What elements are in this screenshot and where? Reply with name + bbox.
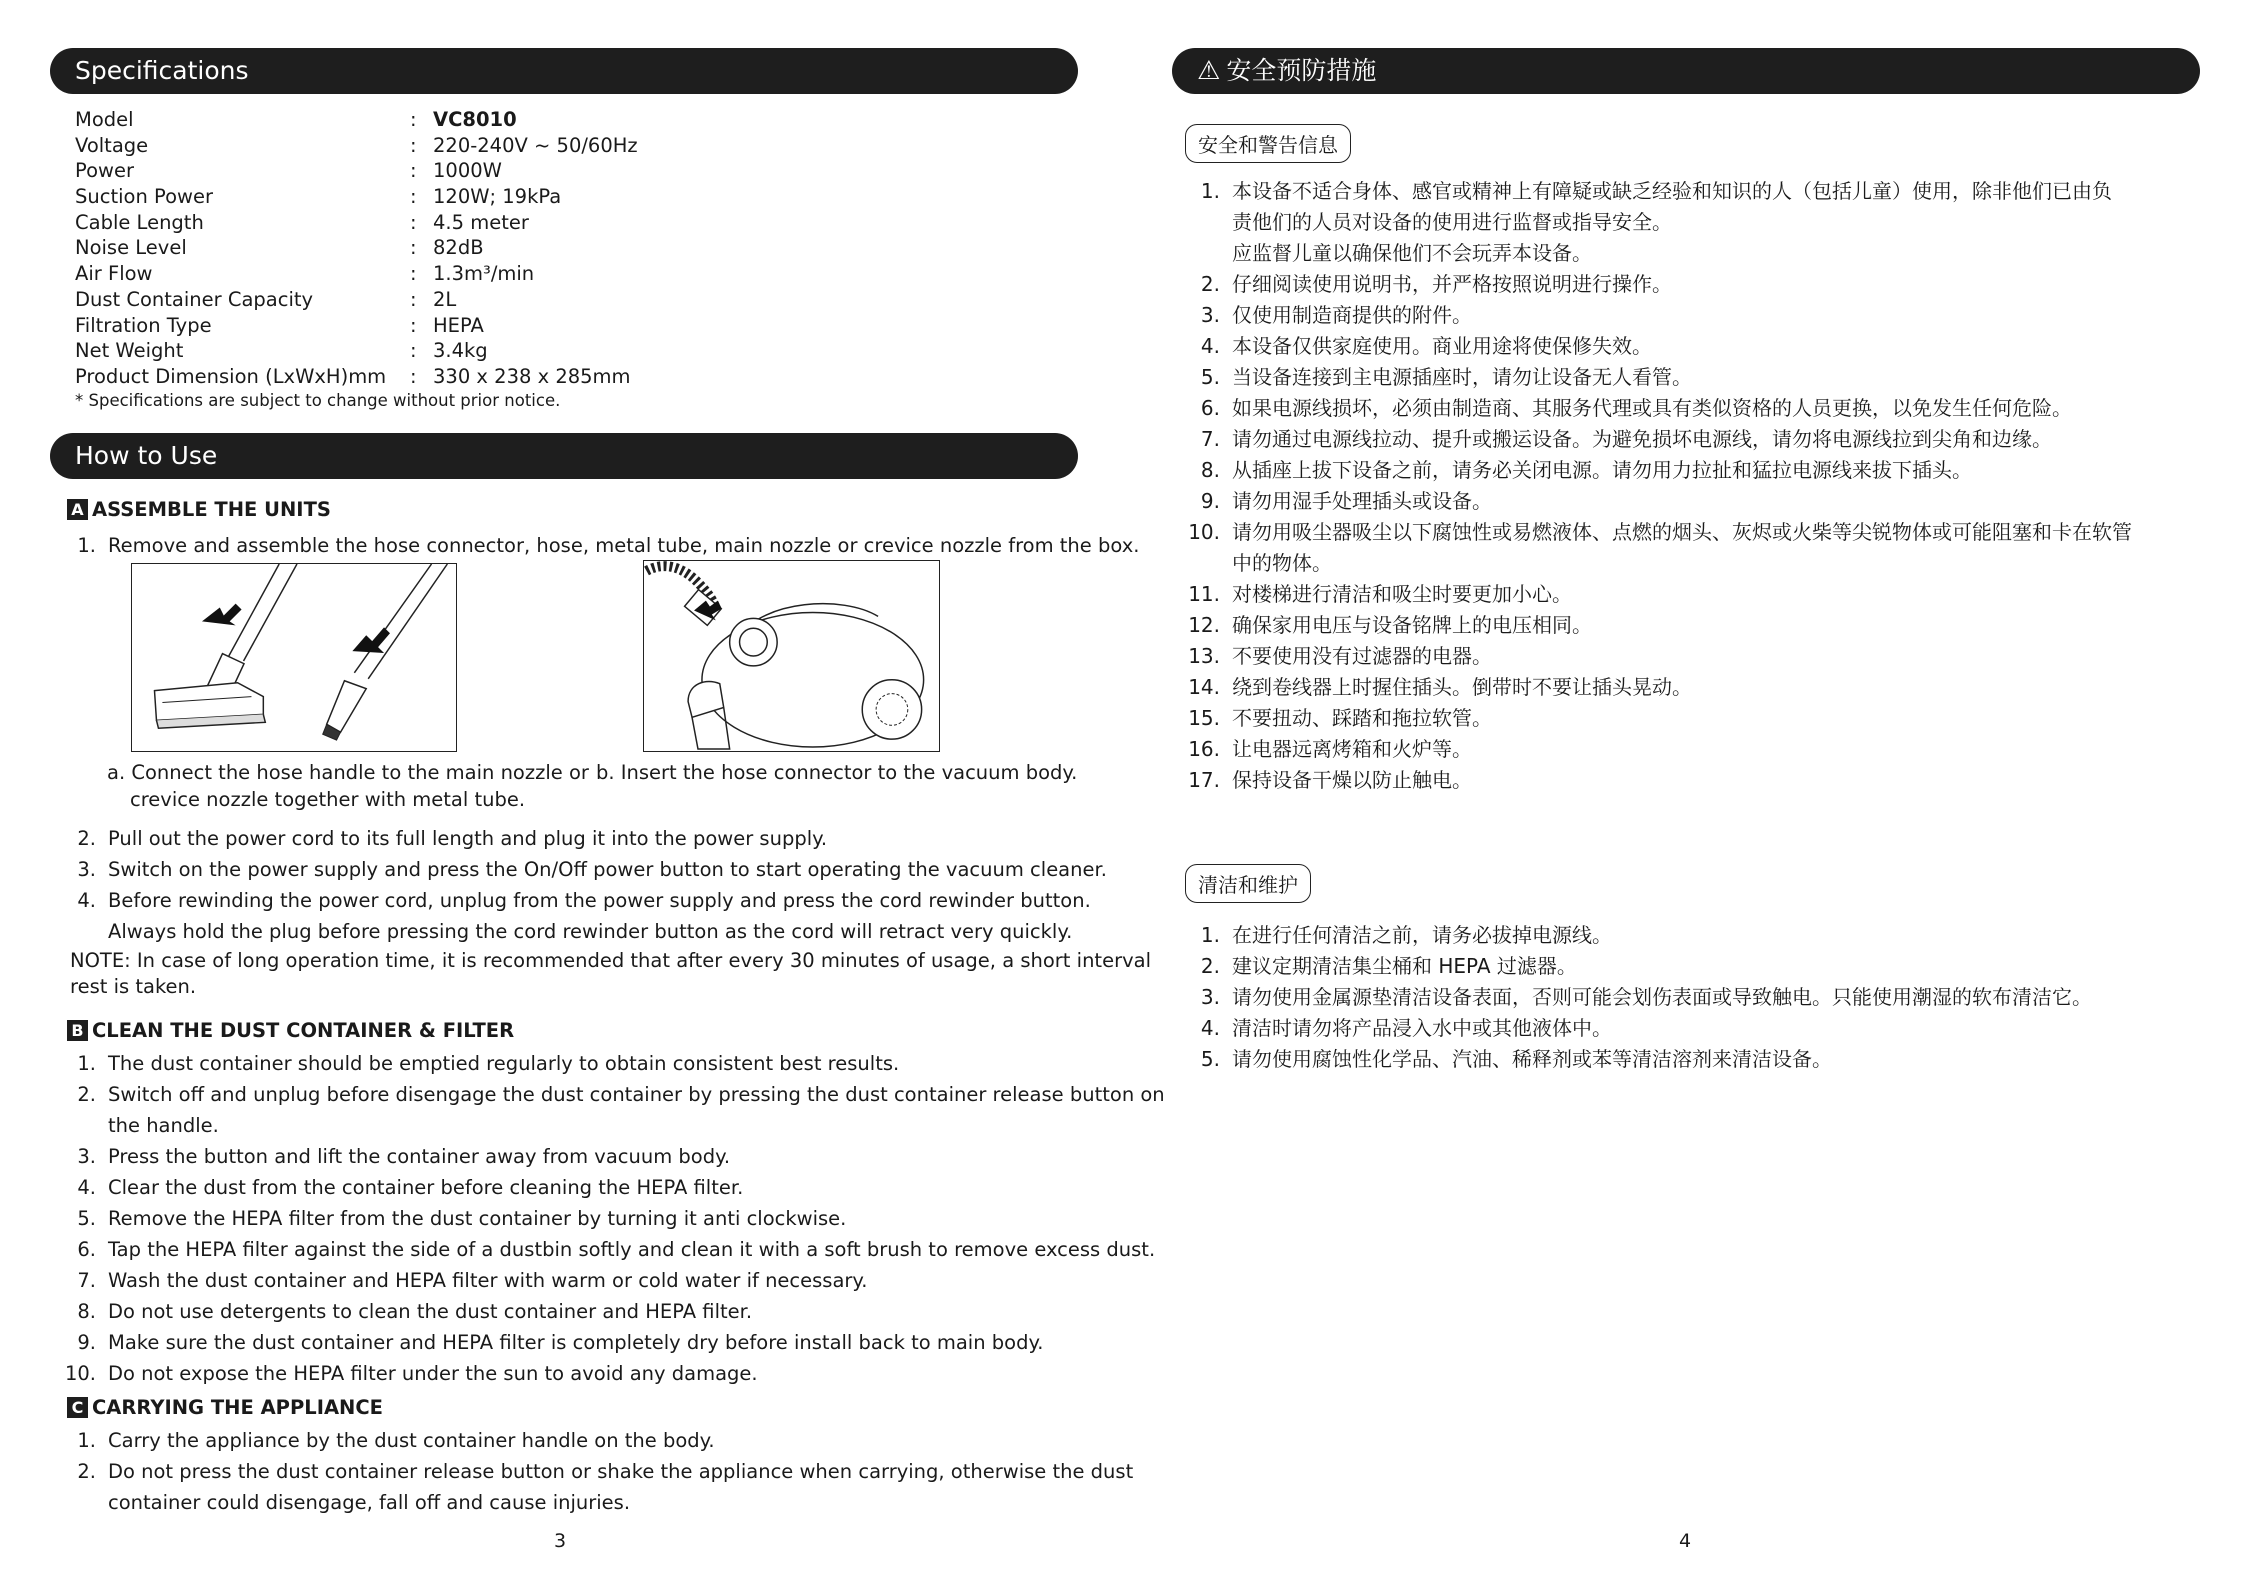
list-item-text: 中的物体。 bbox=[1232, 551, 1332, 575]
list-item-text: 本设备仅供家庭使用。商业用途将使保修失效。 bbox=[1232, 334, 1652, 358]
spec-label: Suction Power bbox=[75, 185, 213, 209]
list-item bbox=[1122, 548, 2132, 579]
specifications-table bbox=[75, 107, 638, 390]
list-item-number: 2. bbox=[77, 827, 96, 850]
list-item-text: 请勿使用腐蚀性化学品、汽油、稀释剂或苯等清洁溶剂来清洁设备。 bbox=[1232, 1047, 1832, 1071]
spec-row bbox=[75, 210, 638, 236]
list-item-text: 从插座上拔下设备之前，请务必关闭电源。请勿用力拉扯和猛拉电源线来拔下插头。 bbox=[1232, 458, 1972, 482]
list-item-number: 5. bbox=[1200, 365, 1220, 389]
specifications-title: Specifications bbox=[75, 56, 249, 85]
list-item-text: 仔细阅读使用说明书，并严格按照说明进行操作。 bbox=[1232, 272, 1672, 296]
page-number-right: 4 bbox=[1679, 1530, 1692, 1552]
list-item bbox=[1122, 300, 2132, 331]
list-item-number: 3. bbox=[1200, 303, 1220, 327]
caption-b: b. Insert the hose connector to the vacuum body. bbox=[596, 761, 1078, 784]
how-to-use-header bbox=[50, 433, 1078, 479]
list-item bbox=[1122, 362, 2132, 393]
list-item bbox=[1122, 1013, 2092, 1044]
note-line1: NOTE: In case of long operation time, it is recommended that after every 30 minutes of usage, a short interval bbox=[70, 949, 1151, 972]
list-item-text: Press the button and lift the container away from vacuum body. bbox=[108, 1145, 731, 1168]
list-item bbox=[1122, 331, 2132, 362]
list-item-number: 4. bbox=[77, 1176, 96, 1199]
list-item-number: 11. bbox=[1188, 582, 1220, 606]
spec-value: 1.3m³/min bbox=[433, 262, 535, 286]
list-item-text: 仅使用制造商提供的附件。 bbox=[1232, 303, 1472, 327]
safety-precautions-title: 安全预防措施 bbox=[1226, 56, 1377, 85]
list-item-text: The dust container should be emptied regularly to obtain consistent best results. bbox=[108, 1052, 900, 1075]
list-item-number: 15. bbox=[1188, 706, 1220, 730]
list-item-number: 4. bbox=[1200, 334, 1220, 358]
safety-list bbox=[1122, 176, 2132, 796]
list-item-text: Remove and assemble the hose connector, hose, metal tube, main nozzle or crevice nozzle from the box. bbox=[108, 534, 1140, 557]
list-item-number: 16. bbox=[1188, 737, 1220, 761]
spec-row bbox=[75, 261, 638, 287]
spec-value: VC8010 bbox=[433, 108, 517, 131]
list-item-number: 17. bbox=[1188, 768, 1220, 792]
list-item-number: 8. bbox=[1200, 458, 1220, 482]
list-item-number: 1. bbox=[1200, 179, 1220, 203]
section-c-letter: C bbox=[67, 1397, 88, 1418]
list-item bbox=[0, 916, 1107, 947]
section-b-heading bbox=[67, 1019, 514, 1042]
list-item-number: 3. bbox=[77, 1145, 96, 1168]
list-item bbox=[1122, 641, 2132, 672]
list-item-text: 责他们的人员对设备的使用进行监督或指导安全。 bbox=[1232, 210, 1672, 234]
list-item bbox=[1122, 765, 2132, 796]
spec-row bbox=[75, 158, 638, 184]
list-item bbox=[1122, 393, 2132, 424]
section-c-list bbox=[0, 1425, 1133, 1518]
list-item bbox=[1122, 920, 2092, 951]
spec-row bbox=[75, 107, 638, 133]
spec-label: Model bbox=[75, 108, 134, 131]
list-item bbox=[0, 1487, 1133, 1518]
spec-colon: : bbox=[410, 185, 417, 209]
section-a-list bbox=[0, 823, 1107, 947]
section-b-title: CLEAN THE DUST CONTAINER & FILTER bbox=[92, 1019, 515, 1042]
spec-colon: : bbox=[410, 210, 417, 234]
list-item-text: 在进行任何清洁之前，请务必拔掉电源线。 bbox=[1232, 923, 1612, 947]
list-item-number: 9. bbox=[77, 1331, 96, 1354]
list-item-text: Do not press the dust container release button or shake the appliance when carrying, otherwise the dust bbox=[108, 1460, 1134, 1483]
section-a-letter: A bbox=[67, 499, 88, 520]
spec-colon: : bbox=[410, 313, 417, 337]
specifications-note: * Specifications are subject to change without prior notice. bbox=[75, 391, 561, 410]
spec-label: Dust Container Capacity bbox=[75, 287, 314, 311]
spec-colon: : bbox=[410, 236, 417, 260]
spec-value: HEPA bbox=[433, 313, 484, 337]
cleaning-heading: 清洁和维护 bbox=[1185, 864, 1311, 903]
spec-label: Voltage bbox=[75, 133, 149, 157]
list-item-number: 7. bbox=[1200, 427, 1220, 451]
spec-label: Noise Level bbox=[75, 236, 187, 260]
list-item bbox=[0, 1048, 1165, 1079]
list-item-text: 请勿通过电源线拉动、提升或搬运设备。为避免损坏电源线，请勿将电源线拉到尖角和边缘。 bbox=[1232, 427, 2052, 451]
spec-label: Product Dimension (LxWxH)mm bbox=[75, 364, 387, 388]
list-item bbox=[1122, 1044, 2092, 1075]
section-c-title: CARRYING THE APPLIANCE bbox=[92, 1396, 383, 1419]
spec-row bbox=[75, 313, 638, 339]
spec-colon: : bbox=[410, 287, 417, 311]
spec-colon: : bbox=[410, 133, 417, 157]
list-item-number: 2. bbox=[1200, 954, 1220, 978]
spec-row bbox=[75, 133, 638, 159]
note-line2: rest is taken. bbox=[70, 975, 197, 998]
list-item bbox=[1122, 207, 2132, 238]
list-item-number: 9. bbox=[1200, 489, 1220, 513]
list-item bbox=[0, 530, 1139, 561]
list-item bbox=[1122, 176, 2132, 207]
how-to-use-title: How to Use bbox=[75, 441, 218, 470]
list-item-text: 如果电源线损坏，必须由制造商、其服务代理或具有类似资格的人员更换，以免发生任何危险。 bbox=[1232, 396, 2072, 420]
list-item bbox=[0, 1203, 1165, 1234]
spec-label: Air Flow bbox=[75, 262, 153, 286]
spec-row bbox=[75, 338, 638, 364]
spec-value: 120W; 19kPa bbox=[433, 185, 562, 209]
figure-assemble-nozzle bbox=[131, 563, 457, 752]
list-item-text: Wash the dust container and HEPA filter with warm or cold water if necessary. bbox=[108, 1269, 868, 1292]
list-item-text: 对楼梯进行清洁和吸尘时要更加小心。 bbox=[1232, 582, 1572, 606]
spec-colon: : bbox=[410, 262, 417, 286]
spec-row bbox=[75, 287, 638, 313]
spec-value: 1000W bbox=[433, 159, 502, 183]
list-item-number: 6. bbox=[1200, 396, 1220, 420]
list-item bbox=[1122, 982, 2092, 1013]
list-item-text: Always hold the plug before pressing the cord rewinder button as the cord will retract very quickly. bbox=[108, 920, 1073, 943]
list-item-number: 1. bbox=[77, 1052, 96, 1075]
list-item-number: 4. bbox=[77, 889, 96, 912]
list-item-number: 12. bbox=[1188, 613, 1220, 637]
list-item-text: Clear the dust from the container before cleaning the HEPA filter. bbox=[108, 1176, 744, 1199]
spec-row bbox=[75, 235, 638, 261]
list-item-number: 1. bbox=[77, 534, 96, 557]
list-item-text: 请勿用吸尘器吸尘以下腐蚀性或易燃液体、点燃的烟头、灰烬或火柴等尖锐物体或可能阻塞和卡在软管 bbox=[1232, 520, 2132, 544]
list-item-text: Do not use detergents to clean the dust container and HEPA filter. bbox=[108, 1300, 753, 1323]
warning-triangle-icon: ⚠ bbox=[1197, 56, 1221, 86]
list-item-text: 应监督儿童以确保他们不会玩弄本设备。 bbox=[1232, 241, 1592, 265]
list-item-text: 不要使用没有过滤器的电器。 bbox=[1232, 644, 1492, 668]
list-item-text: 请勿使用金属源垫清洁设备表面，否则可能会划伤表面或导致触电。只能使用潮湿的软布清洁它。 bbox=[1232, 985, 2092, 1009]
list-item bbox=[1122, 238, 2132, 269]
section-a-heading bbox=[67, 498, 331, 521]
list-item bbox=[1122, 672, 2132, 703]
list-item bbox=[0, 1110, 1165, 1141]
list-item-text: Tap the HEPA filter against the side of a dustbin softly and clean it with a soft brush to remove excess dust. bbox=[108, 1238, 1156, 1261]
caption-a-line2: crevice nozzle together with metal tube. bbox=[130, 788, 526, 811]
spec-colon: : bbox=[410, 108, 417, 131]
list-item bbox=[0, 1234, 1165, 1265]
list-item-text: 绕到卷线器上时握住插头。倒带时不要让插头晃动。 bbox=[1232, 675, 1692, 699]
list-item-text: 不要扭动、踩踏和拖拉软管。 bbox=[1232, 706, 1492, 730]
specifications-header bbox=[50, 48, 1078, 94]
spec-value: 220-240V ~ 50/60Hz bbox=[433, 133, 638, 157]
list-item bbox=[0, 1296, 1165, 1327]
safety-warning-heading: 安全和警告信息 bbox=[1185, 124, 1351, 163]
spec-value: 4.5 meter bbox=[433, 210, 529, 234]
section-c-heading bbox=[67, 1396, 383, 1419]
list-item-number: 7. bbox=[77, 1269, 96, 1292]
list-item-text: 请勿用湿手处理插头或设备。 bbox=[1232, 489, 1492, 513]
list-item bbox=[0, 1079, 1165, 1110]
list-item-number: 3. bbox=[77, 858, 96, 881]
list-item-text: 清洁时请勿将产品浸入水中或其他液体中。 bbox=[1232, 1016, 1612, 1040]
list-item-number: 13. bbox=[1188, 644, 1220, 668]
list-item bbox=[0, 1327, 1165, 1358]
caption-a bbox=[107, 759, 589, 813]
list-item bbox=[0, 823, 1107, 854]
list-item bbox=[1122, 269, 2132, 300]
spec-row bbox=[75, 184, 638, 210]
list-item-text: 本设备不适合身体、感官或精神上有障疑或缺乏经验和知识的人（包括儿童）使用，除非他们已由负 bbox=[1232, 179, 2112, 203]
list-item-number: 2. bbox=[1200, 272, 1220, 296]
list-item bbox=[0, 885, 1107, 916]
spec-colon: : bbox=[410, 364, 417, 388]
list-item-text: 让电器远离烤箱和火炉等。 bbox=[1232, 737, 1472, 761]
list-item bbox=[0, 1456, 1133, 1487]
list-item-text: Carry the appliance by the dust container handle on the body. bbox=[108, 1429, 715, 1452]
spec-colon: : bbox=[410, 339, 417, 363]
list-item-number: 10. bbox=[64, 1362, 96, 1385]
section-a-title: ASSEMBLE THE UNITS bbox=[92, 498, 331, 521]
cleaning-list bbox=[1122, 920, 2092, 1075]
list-item bbox=[1122, 734, 2132, 765]
spec-value: 3.4kg bbox=[433, 339, 488, 363]
list-item-text: 当设备连接到主电源插座时，请勿让设备无人看管。 bbox=[1232, 365, 1692, 389]
list-item bbox=[1122, 517, 2132, 548]
spec-label: Power bbox=[75, 159, 134, 183]
list-item-number: 4. bbox=[1200, 1016, 1220, 1040]
list-item bbox=[0, 1141, 1165, 1172]
list-item-number: 1. bbox=[77, 1429, 96, 1452]
list-item bbox=[1122, 486, 2132, 517]
list-item-text: Pull out the power cord to its full length and plug it into the power supply. bbox=[108, 827, 828, 850]
spec-value: 82dB bbox=[433, 236, 484, 260]
section-a-item1 bbox=[0, 530, 1139, 561]
caption-a-line1: a. Connect the hose handle to the main nozzle or bbox=[107, 761, 589, 784]
spec-row bbox=[75, 364, 638, 390]
spec-value: 330 x 238 x 285mm bbox=[433, 364, 631, 388]
list-item-number: 10. bbox=[1188, 520, 1220, 544]
list-item-text: 确保家用电压与设备铭牌上的电压相同。 bbox=[1232, 613, 1592, 637]
list-item-text: Make sure the dust container and HEPA filter is completely dry before install back to main body. bbox=[108, 1331, 1044, 1354]
list-item-number: 3. bbox=[1200, 985, 1220, 1009]
list-item-number: 14. bbox=[1188, 675, 1220, 699]
list-item-number: 2. bbox=[77, 1083, 96, 1106]
list-item bbox=[0, 854, 1107, 885]
list-item bbox=[1122, 424, 2132, 455]
list-item-text: container could disengage, fall off and cause injuries. bbox=[108, 1491, 631, 1514]
list-item-text: Before rewinding the power cord, unplug from the power supply and press the cord rewinder button. bbox=[108, 889, 1091, 912]
nozzle-illustration bbox=[132, 564, 456, 751]
spec-colon: : bbox=[410, 159, 417, 183]
list-item bbox=[1122, 455, 2132, 486]
list-item-text: 保持设备干燥以防止触电。 bbox=[1232, 768, 1472, 792]
list-item bbox=[1122, 951, 2092, 982]
list-item-text: Remove the HEPA filter from the dust container by turning it anti clockwise. bbox=[108, 1207, 847, 1230]
list-item-text: Do not expose the HEPA filter under the sun to avoid any damage. bbox=[108, 1362, 758, 1385]
spec-label: Cable Length bbox=[75, 210, 204, 234]
list-item-text: Switch off and unplug before disengage the dust container by pressing the dust container release button on bbox=[108, 1083, 1165, 1106]
list-item bbox=[0, 1425, 1133, 1456]
spec-label: Filtration Type bbox=[75, 313, 212, 337]
safety-precautions-header bbox=[1172, 48, 2200, 94]
vacuum-body-illustration bbox=[644, 561, 939, 751]
figure-insert-hose bbox=[643, 560, 940, 752]
list-item bbox=[1122, 579, 2132, 610]
list-item-number: 5. bbox=[1200, 1047, 1220, 1071]
list-item bbox=[0, 1358, 1165, 1389]
section-b-list bbox=[0, 1048, 1165, 1389]
list-item-number: 8. bbox=[77, 1300, 96, 1323]
list-item bbox=[0, 1265, 1165, 1296]
list-item-number: 2. bbox=[77, 1460, 96, 1483]
page-number-left: 3 bbox=[554, 1530, 567, 1552]
list-item-text: 建议定期清洁集尘桶和 HEPA 过滤器。 bbox=[1232, 954, 1577, 978]
list-item bbox=[1122, 703, 2132, 734]
list-item bbox=[1122, 610, 2132, 641]
list-item-number: 5. bbox=[77, 1207, 96, 1230]
spec-label: Net Weight bbox=[75, 339, 184, 363]
list-item-number: 6. bbox=[77, 1238, 96, 1261]
spec-value: 2L bbox=[433, 287, 457, 311]
list-item-text: the handle. bbox=[108, 1114, 219, 1137]
list-item-text: Switch on the power supply and press the On/Off power button to start operating the vacuum cleaner. bbox=[108, 858, 1107, 881]
section-b-letter: B bbox=[67, 1020, 88, 1041]
right-page bbox=[1122, 0, 2245, 1587]
list-item-number: 1. bbox=[1200, 923, 1220, 947]
list-item bbox=[0, 1172, 1165, 1203]
